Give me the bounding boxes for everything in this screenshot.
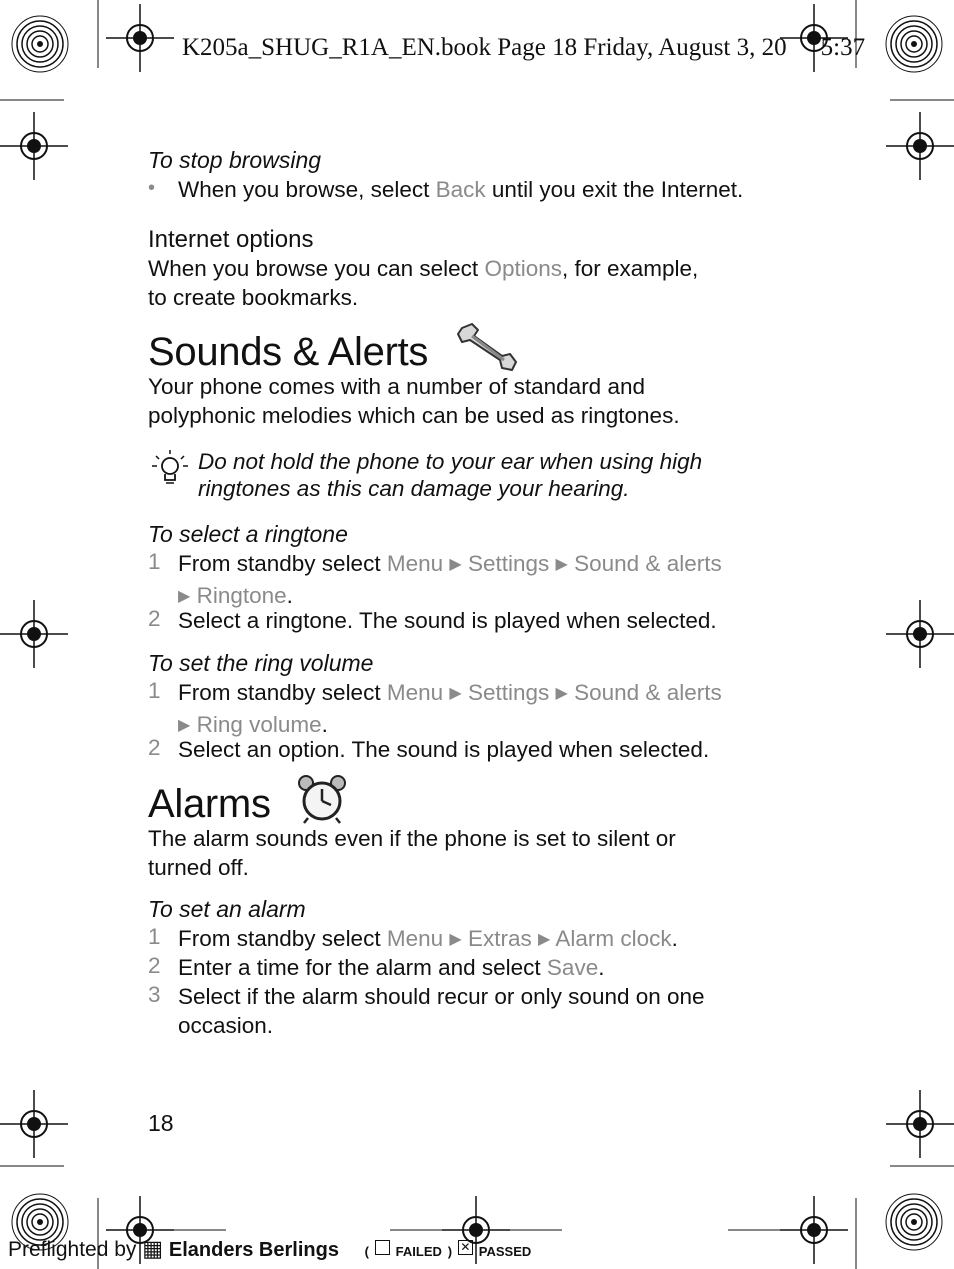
ringtone-step-1: From standby select Menu ▶ Settings ▶ Sound & alerts ▶ Ringtone.	[178, 551, 722, 608]
internet-options-text: When you browse you can select Options, for example, to create bookmarks.	[148, 256, 699, 310]
section-heading-ring-volume: To set the ring volume	[148, 650, 374, 676]
star-target-icon	[886, 16, 942, 72]
passed-checkbox-icon: ✕	[458, 1240, 473, 1255]
tip-text: Do not hold the phone to your ear when using high ringtones as this can damage your hearing.	[198, 449, 703, 501]
section-heading-set-alarm: To set an alarm	[148, 896, 306, 922]
preflight-footer: Preflighted by ▦ Elanders Berlings ( FAILED ) ✕ PASSED	[8, 1236, 532, 1261]
menu-key-options: Options	[484, 256, 562, 281]
step-number: 1	[148, 678, 161, 703]
elanders-logo-icon: ▦	[142, 1236, 164, 1261]
sounds-intro: Your phone comes with a number of standard and polyphonic melodies which can be used as ringtones.	[148, 374, 680, 428]
crosshair-icon	[886, 112, 954, 180]
wrench-icon	[456, 322, 518, 372]
crosshair-icon	[0, 112, 68, 180]
step-number: 2	[148, 735, 161, 760]
page-title-sounds-alerts: Sounds & Alerts	[148, 330, 429, 374]
menu-key-back: Back	[435, 177, 486, 202]
stop-browsing-text: When you browse, select Back until you exit the Internet.	[178, 177, 744, 202]
ringtone-step-2: Select a ringtone. The sound is played when selected.	[178, 608, 717, 633]
arrow-right-icon: ▶	[538, 931, 551, 948]
crosshair-icon	[106, 4, 174, 72]
arrow-right-icon: ▶	[178, 588, 191, 605]
arrow-right-icon: ▶	[449, 931, 462, 948]
ring-volume-step-1: From standby select Menu ▶ Settings ▶ Sound & alerts ▶ Ring volume.	[178, 680, 722, 737]
crosshair-icon	[0, 1090, 68, 1158]
step-number: 1	[148, 924, 161, 949]
step-number: 2	[148, 606, 161, 631]
crosshair-icon	[0, 600, 68, 668]
print-slug: K205a_SHUG_R1A_EN.book Page 18 Friday, August 3, 20 5:37	[182, 34, 866, 61]
arrow-right-icon: ▶	[555, 685, 568, 702]
section-heading-stop-browsing: To stop browsing	[148, 147, 322, 173]
ring-volume-step-2: Select an option. The sound is played when selected.	[178, 737, 710, 762]
alarm-clock-icon	[296, 774, 348, 824]
star-target-icon	[12, 16, 68, 72]
arrow-right-icon: ▶	[555, 556, 568, 573]
alarms-intro: The alarm sounds even if the phone is set to silent or turned off.	[148, 826, 676, 880]
section-heading-select-ringtone: To select a ringtone	[148, 521, 348, 547]
alarm-step-3: Select if the alarm should recur or only sound on one occasion.	[178, 984, 705, 1038]
alarm-step-1: From standby select Menu ▶ Extras ▶ Alarm clock.	[178, 926, 678, 951]
step-number: 3	[148, 982, 161, 1007]
bullet-icon: •	[148, 177, 156, 199]
alarm-step-2: Enter a time for the alarm and select Save.	[178, 955, 605, 980]
lightbulb-icon	[150, 448, 192, 490]
page-title-alarms: Alarms	[148, 782, 271, 826]
section-heading-internet-options: Internet options	[148, 226, 314, 253]
failed-checkbox-icon	[375, 1240, 390, 1255]
arrow-right-icon: ▶	[449, 556, 462, 573]
crosshair-icon	[886, 1090, 954, 1158]
star-target-icon	[886, 1194, 942, 1250]
step-number: 2	[148, 953, 161, 978]
step-number: 1	[148, 549, 161, 574]
arrow-right-icon: ▶	[449, 685, 462, 702]
arrow-right-icon: ▶	[178, 717, 191, 734]
crosshair-icon	[886, 600, 954, 668]
page-number: 18	[148, 1110, 174, 1136]
crosshair-icon	[780, 1196, 848, 1264]
